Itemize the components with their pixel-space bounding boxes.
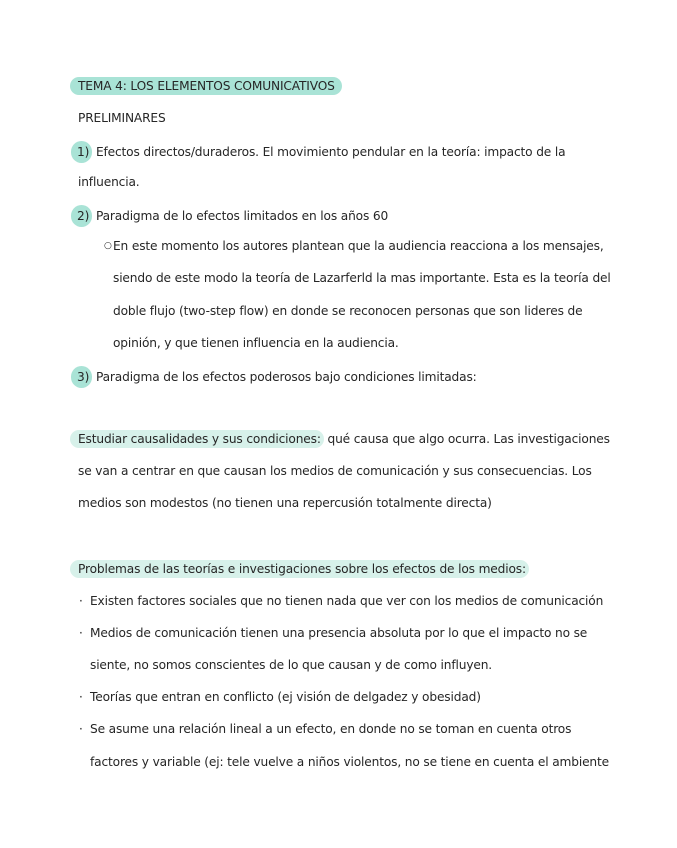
document-title xyxy=(78,77,342,95)
subitem-line-3: doble flujo (two-step flow) en donde se reconocen personas que son lideres de xyxy=(113,304,583,318)
item-number-1: 1) xyxy=(71,141,92,163)
circle-bullet-icon: ○ xyxy=(104,241,112,251)
causality-rest: qué causa que algo ocurra. Las investigaciones xyxy=(323,432,610,446)
item-1-line-2: influencia. xyxy=(78,175,140,189)
subitem-line-2: siendo de este modo la teoría de Lazarferld la mas importante. Esta es la teoría del xyxy=(113,271,611,285)
problem-bullet-4-line-2: factores y variable (ej: tele vuelve a niños violentos, no se tiene en cuenta el ambiente xyxy=(90,755,609,769)
causality-paragraph-line-3: medios son modestos (no tienen una repercusión totalmente directa) xyxy=(78,496,492,510)
bullet-dot-icon: · xyxy=(79,626,83,640)
problem-bullet-2-line-2: siente, no somos conscientes de lo que causan y de como influyen. xyxy=(90,658,493,672)
causality-highlight: Estudiar causalidades y sus condiciones: xyxy=(70,430,324,448)
problem-bullet-3: Teorías que entran en conflicto (ej visión de delgadez y obesidad) xyxy=(90,690,481,704)
list-item-2 xyxy=(78,205,388,227)
item-1-line-1: Efectos directos/duraderos. El movimiento pendular en la teoría: impacto de la xyxy=(95,145,566,159)
bullet-dot-icon: · xyxy=(79,594,83,608)
causality-paragraph-line-1 xyxy=(78,430,610,448)
subitem-line-4: opinión, y que tienen influencia en la audiencia. xyxy=(113,336,399,350)
problems-heading-highlight: Problemas de las teorías e investigaciones sobre los efectos de los medios: xyxy=(70,560,529,578)
item-2-line-1: Paradigma de lo efectos limitados en los años 60 xyxy=(95,209,389,223)
causality-paragraph-line-2: se van a centrar en que causan los medios de comunicación y sus consecuencias. Los xyxy=(78,464,592,478)
bullet-dot-icon: · xyxy=(79,690,83,704)
list-item-3 xyxy=(78,366,477,388)
problems-heading xyxy=(78,560,529,578)
item-number-2: 2) xyxy=(71,205,92,227)
title-highlight: TEMA 4: LOS ELEMENTOS COMUNICATIVOS xyxy=(70,77,342,95)
problem-bullet-1: Existen factores sociales que no tienen nada que ver con los medios de comunicación xyxy=(90,594,604,608)
list-item-1 xyxy=(78,141,565,163)
item-number-3: 3) xyxy=(71,366,92,388)
problem-bullet-4-line-1: Se asume una relación lineal a un efecto, en donde no se toman en cuenta otros xyxy=(90,722,572,736)
problem-bullet-2-line-1: Medios de comunicación tienen una presencia absoluta por lo que el impacto no se xyxy=(90,626,588,640)
section-subtitle: PRELIMINARES xyxy=(78,111,166,125)
item-3-line-1: Paradigma de los efectos poderosos bajo condiciones limitadas: xyxy=(95,370,477,384)
subitem-line-1: En este momento los autores plantean que la audiencia reacciona a los mensajes, xyxy=(113,239,604,253)
bullet-dot-icon: · xyxy=(79,722,83,736)
